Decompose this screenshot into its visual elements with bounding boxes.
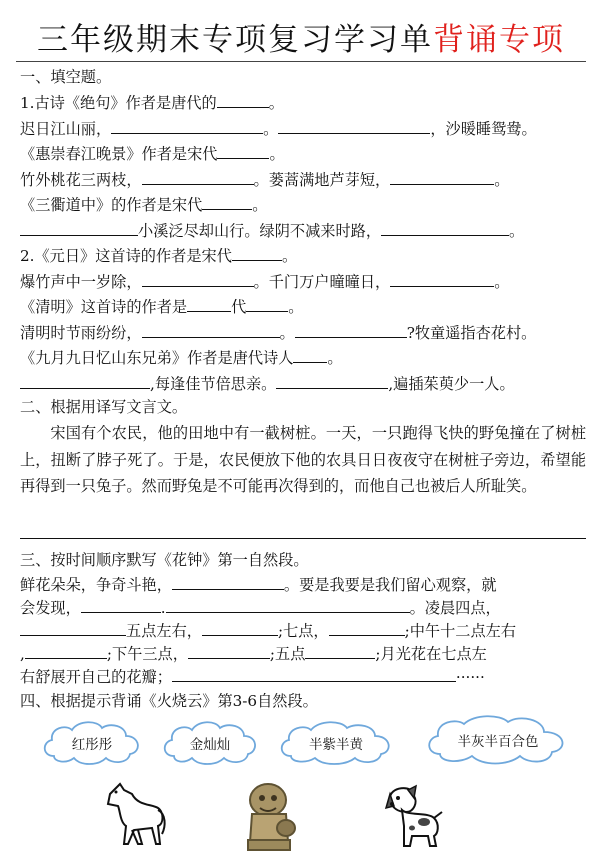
- q11-text-end: 。: [327, 349, 343, 367]
- q4-text-mid: 。蒌蒿满地芦芽短，: [253, 171, 391, 189]
- blank[interactable]: [278, 119, 430, 134]
- s3-line2: [20, 597, 501, 619]
- s3-text: 鲜花朵朵，争奇斗艳，: [20, 576, 172, 594]
- s3-text: .: [160, 599, 166, 617]
- s3-line4: [20, 643, 487, 665]
- blank[interactable]: [142, 272, 254, 287]
- translation-passage: 宋国有个农民，他的田地中有一截树桩。一天，一只跑得飞快的野兔撞在了树桩上，扭断了脖子死了。于是，农民便放下他的农具日日夜夜守在树桩子旁边，希望能再得到一只兔子。然而野兔是不可能再次得到的，而他自己也被后人所耻笑。: [20, 424, 586, 495]
- cloud-label: 半紫半黄: [309, 737, 363, 753]
- q7-line: [20, 245, 297, 267]
- blank[interactable]: [142, 323, 280, 338]
- q10-text-mid: 。: [279, 324, 295, 342]
- s3-text: ,: [20, 645, 25, 663]
- blank[interactable]: [390, 170, 494, 185]
- dog-icon: [384, 782, 444, 848]
- q8-line: [20, 271, 509, 293]
- section2-heading: 二、根据用译写文言文。: [20, 398, 188, 416]
- blank[interactable]: [232, 246, 282, 261]
- q5-line: [20, 194, 267, 216]
- blank[interactable]: [187, 297, 231, 312]
- cloud-hint-1: [40, 718, 144, 766]
- s3-text: 右舒展开自己的花瓣；: [20, 668, 172, 686]
- blank[interactable]: [246, 297, 288, 312]
- title-black: 三年级期末专项复习学习单: [37, 22, 433, 58]
- q10-line: [20, 322, 536, 344]
- answer-line[interactable]: [20, 538, 586, 539]
- q6-line: [20, 220, 524, 242]
- blank[interactable]: [202, 195, 252, 210]
- q9-text-end: 。: [288, 298, 304, 316]
- cloud-hint-3: [277, 718, 395, 766]
- title-red: 背诵专项: [433, 22, 565, 58]
- q5-text: 《三衢道中》的作者是宋代: [20, 196, 203, 214]
- blank[interactable]: [20, 221, 138, 236]
- q4-line: [20, 169, 509, 191]
- q6-text-end: 。: [509, 222, 525, 240]
- q4-text: 竹外桃花三两枝，: [20, 171, 142, 189]
- cloud-hint-2: [160, 718, 260, 766]
- q5-text-end: 。: [252, 196, 268, 214]
- blank[interactable]: [217, 93, 269, 108]
- q11-line: [20, 347, 343, 369]
- cloud-label: 半灰半百合色: [457, 734, 539, 750]
- q2-line: [20, 118, 537, 140]
- q4-text-end: 。: [494, 171, 510, 189]
- s3-text: 五点左右，: [126, 622, 202, 640]
- s3-text: 。要是我要是我们留心观察，就: [283, 576, 497, 594]
- blank[interactable]: [25, 644, 107, 659]
- s3-line3: [20, 620, 516, 642]
- blank[interactable]: [172, 575, 284, 590]
- q9-text-mid: 代: [231, 298, 247, 316]
- s3-line1: [20, 574, 497, 596]
- section3-heading: 三、按时间顺序默写《花钟》第一自然段。: [20, 551, 309, 569]
- s3-line5: [20, 666, 485, 688]
- blank[interactable]: [20, 621, 126, 636]
- s3-text: ;下午三点，: [106, 645, 188, 663]
- section4-heading: 四、根据提示背诵《火烧云》第3-6自然段。: [20, 692, 318, 710]
- q3-text-end: 。: [269, 145, 285, 163]
- q8-text-mid: 。千门万户曈曈日，: [253, 273, 391, 291]
- q2-text-end: ，沙暖睡鸳鸯。: [430, 120, 537, 138]
- blank[interactable]: [166, 598, 410, 613]
- q2-text: 迟日江山丽，: [20, 120, 112, 138]
- q1-text-end: 。: [268, 94, 284, 112]
- q10-text-end: ?牧童遥指杏花村。: [406, 324, 537, 342]
- s3-text: ;中午十二点左右: [404, 622, 517, 640]
- q7-text: 2.《元日》这首诗的作者是宋代: [20, 247, 232, 265]
- cloud-hint-4: [424, 712, 572, 766]
- s3-text: ;七点，: [277, 622, 329, 640]
- blank[interactable]: [217, 144, 269, 159]
- q3-line: [20, 143, 285, 165]
- s3-text: ;五点: [269, 645, 306, 663]
- q3-text: 《惠崇春江晚景》作者是宋代: [20, 145, 218, 163]
- s3-text: 会发现，: [20, 599, 81, 617]
- q7-text-end: 。: [281, 247, 298, 265]
- q9-text: 《清明》这首诗的作者是: [20, 298, 188, 316]
- section1-heading: 一、填空题。: [20, 68, 112, 86]
- q9-line: [20, 296, 303, 318]
- blank[interactable]: [172, 667, 456, 682]
- blank[interactable]: [329, 621, 405, 636]
- blank[interactable]: [188, 644, 270, 659]
- q12-text-end: ,遍插茱萸少一人。: [388, 375, 515, 393]
- title-divider: [16, 61, 586, 62]
- stone-lion-icon: [242, 780, 298, 852]
- q8-text: 爆竹声中一岁除，: [20, 273, 142, 291]
- blank[interactable]: [295, 323, 407, 338]
- worksheet-title: [0, 14, 602, 59]
- q6-text: 小溪泛尽却山行。绿阴不减来时路，: [138, 222, 381, 240]
- horse-icon: [98, 780, 168, 848]
- cloud-label: 红彤彤: [71, 737, 113, 753]
- s3-text: ;月光花在七点左: [375, 645, 487, 663]
- q2-text-mid: 。: [263, 120, 279, 138]
- blank[interactable]: [142, 170, 254, 185]
- q11-text: 《九月九日忆山东兄弟》作者是唐代诗人: [20, 349, 294, 367]
- s3-text: 。凌晨四点，: [409, 599, 501, 617]
- cloud-label: 金灿灿: [189, 737, 231, 753]
- q12-text: ,每逢佳节倍思亲。: [150, 375, 277, 393]
- blank[interactable]: [305, 644, 375, 659]
- q8-text-end: 。: [494, 273, 510, 291]
- q10-text: 清明时节雨纷纷，: [20, 324, 142, 342]
- blank[interactable]: [111, 119, 263, 134]
- q12-line: [20, 373, 515, 395]
- q1-text: 1.古诗《绝句》作者是唐代的: [20, 94, 217, 112]
- blank[interactable]: [81, 598, 161, 613]
- blank[interactable]: [293, 348, 327, 363]
- blank[interactable]: [390, 272, 494, 287]
- s3-text: ······: [455, 668, 485, 686]
- blank[interactable]: [381, 221, 509, 236]
- q1-line: [20, 92, 284, 114]
- blank[interactable]: [20, 374, 150, 389]
- blank[interactable]: [276, 374, 388, 389]
- blank[interactable]: [202, 621, 278, 636]
